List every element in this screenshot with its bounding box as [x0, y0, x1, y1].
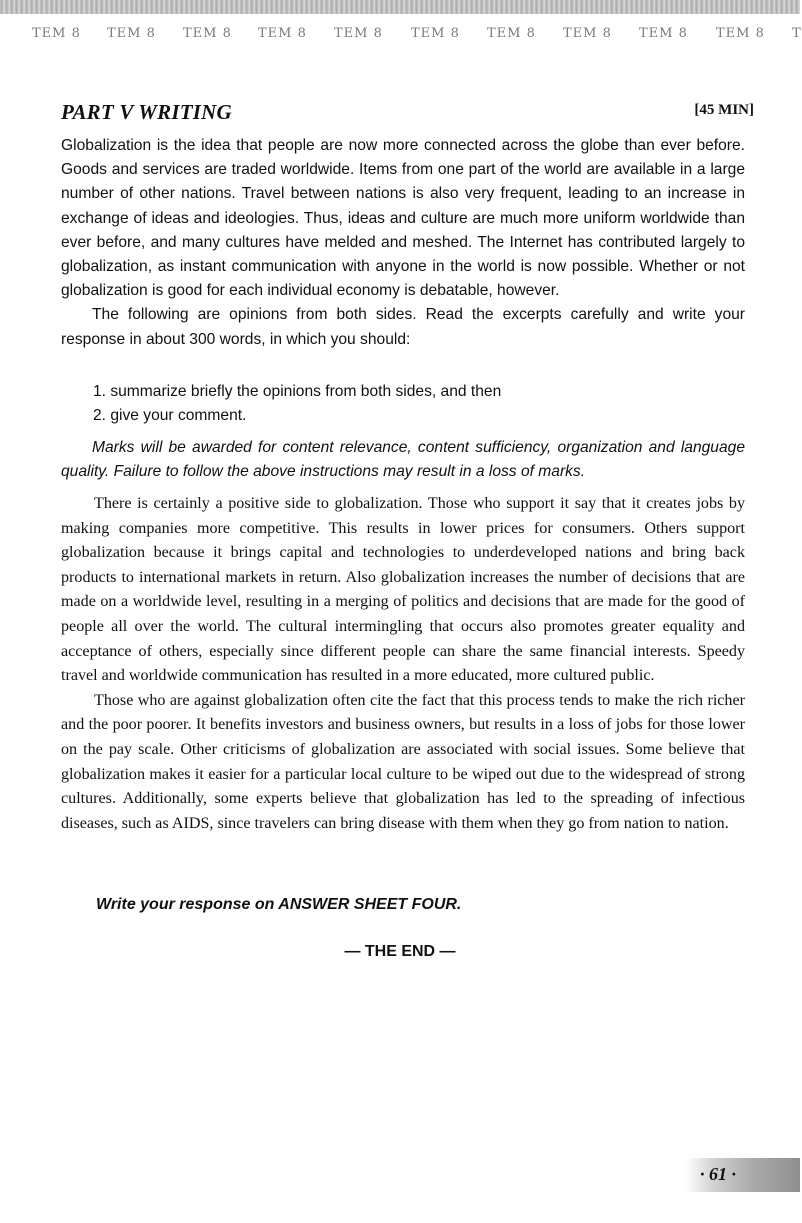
header-tag: TEM 8 — [716, 26, 765, 41]
page-number-badge — [686, 1158, 800, 1192]
positive-excerpt: There is certainly a positive side to globalization. Those who support it say that it creates jobs by making companies more competitive. This results in lower prices for consumers. Others support globalization because it brings capital and technologies to underdeveloped nations and bring back products to international markets in return. Also globalization increases the number of decisions that are made on a worldwide level, resulting in a merging of politics and decisions that are made for the good of people all over the world. The cultural intermingling that occurs also promotes greater equality and acceptance of others, especially since different people can share the same financial interests. Speedy travel and worldwide communication has resulted in a more educated, more cultured public. — [61, 495, 745, 685]
header-tag: TEM 8 — [107, 26, 156, 41]
header-tag: TEM 8 — [32, 26, 81, 41]
page-number: · 61 · — [700, 1164, 736, 1184]
header-tag: TEM 8 — [258, 26, 307, 41]
header-tag: TEM 8 — [411, 26, 460, 41]
time-limit: [45 MIN] — [694, 102, 754, 118]
list-item: 2. give your comment. — [93, 407, 247, 425]
header-tag: TEM 8 — [334, 26, 383, 41]
header-tag: TEM 8 — [487, 26, 536, 41]
header-tag: TEM 8 — [639, 26, 688, 41]
negative-excerpt: Those who are against globalization often cite the fact that this process tends to make the rich richer and the poor poorer. It benefits investors and business owners, but results in a loss of jobs for those lower on the pay scale. Other criticisms of globalization are associated with social issues. Some believe that globalization makes it easier for a particular local culture to be wiped out due to the widespread of strong cultures. Additionally, some experts believe that globalization has led to the spreading of infectious diseases, such as AIDS, since travelers can bring disease with them when they go from nation to nation. — [61, 691, 745, 832]
intro-text — [61, 134, 745, 352]
section-title: PART V WRITING — [61, 100, 232, 124]
end-marker: — THE END — — [344, 943, 456, 960]
intro-paragraph: Globalization is the idea that people are now more connected across the globe than ever before. Goods and services are traded worldwide. Items from one part of the world are available in a large number of other nations. Travel between nations is also very frequent, leading to an increase in exchange of ideas and ideologies. Thus, ideas and culture are much more uniform worldwide than ever before, and many cultures have melded and meshed. The Internet has contributed largely to globalization, as instant communication with anyone in the world is now possible. Whether or not globalization is good for each individual economy is debatable, however. — [61, 137, 745, 300]
marks-note: Marks will be awarded for content relevance, content sufficiency, organization and language quality. Failure to follow the above instructions may result in a loss of marks. — [61, 439, 745, 480]
header-tag: T — [792, 26, 802, 41]
running-header — [0, 24, 800, 46]
task-paragraph: The following are opinions from both sides. Read the excerpts carefully and write your response in about 300 words, in which you should: — [61, 306, 745, 348]
header-tag: TEM 8 — [563, 26, 612, 41]
list-item: 1. summarize briefly the opinions from both sides, and then — [93, 383, 502, 400]
instructions-list — [93, 380, 743, 428]
excerpts — [61, 492, 745, 836]
answer-sheet-instruction: Write your response on ANSWER SHEET FOUR. — [96, 896, 462, 913]
top-decorative-band — [0, 0, 800, 14]
header-tag: TEM 8 — [183, 26, 232, 41]
